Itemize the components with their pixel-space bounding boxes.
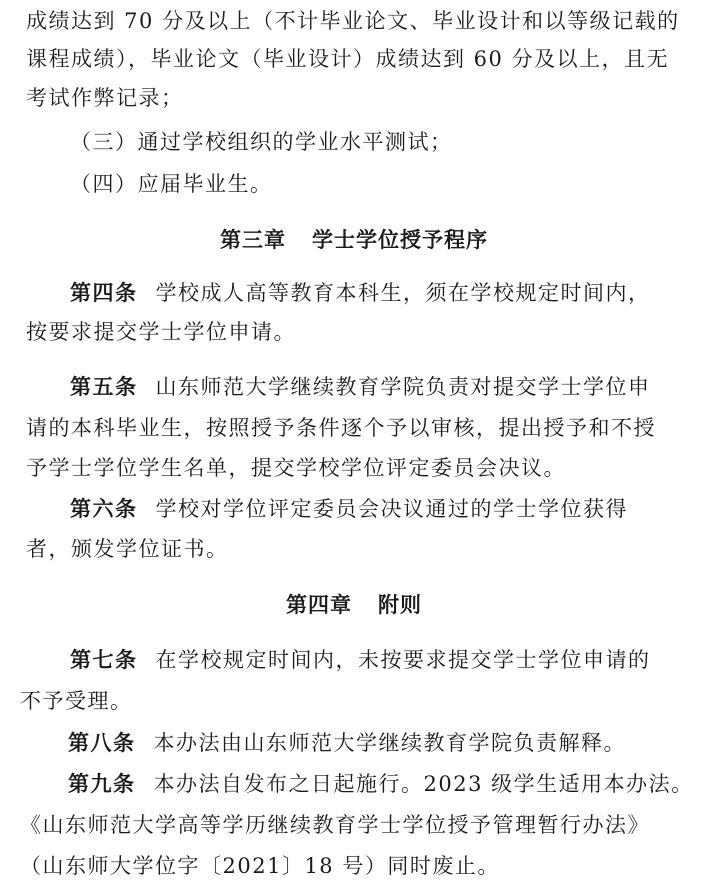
article-7-line-2: 不予受理。: [20, 689, 133, 713]
article-4-text-1: 学校成人高等教育本科生，须在学校规定时间内，: [155, 281, 651, 305]
article-9-text-1: 本办法自发布之日起施行。2023 级学生适用本办法。: [153, 772, 694, 796]
article-9-line-2: 《山东师范大学高等学历继续教育学士学位授予管理暂行办法》: [20, 813, 650, 837]
article-5-text-1: 山东师范大学继续教育学院负责对提交学士学位申: [155, 375, 651, 399]
article-6-text-1: 学校对学位评定委员会决议通过的学士学位获得: [155, 497, 628, 521]
continuation-line-1: 成绩达到 70 分及以上（不计毕业论文、毕业设计和以等级记载的: [26, 9, 680, 33]
article-7-line-1: [70, 645, 708, 675]
chapter-4-title: 附则: [378, 593, 422, 617]
list-item-3: （三）通过学校组织的学业水平测试；: [70, 130, 453, 154]
article-8-text-1: 本办法由山东师范大学继续教育学院负责解释。: [153, 731, 626, 755]
chapter-3-number: 第三章: [220, 228, 286, 252]
article-4-line-1: [70, 278, 708, 308]
chapter-3-title: 学士学位授予程序: [312, 228, 488, 252]
article-9-line-1: [68, 769, 708, 799]
article-4-label: 第四条: [70, 281, 138, 305]
article-5-label: 第五条: [70, 375, 138, 399]
chapter-3-heading: [0, 225, 708, 255]
article-8-label: 第八条: [68, 731, 136, 755]
article-4-line-2: 按要求提交学士学位申请。: [26, 320, 296, 344]
article-9-label: 第九条: [68, 772, 136, 796]
article-8-line-1: [68, 728, 708, 758]
chapter-4-heading: [0, 590, 708, 620]
continuation-line-2: 课程成绩），毕业论文（毕业设计）成绩达到 60 分及以上，且无: [26, 47, 670, 71]
continuation-line-3: 考试作弊记录；: [26, 86, 184, 110]
article-5-line-1: [70, 372, 708, 402]
chapter-4-number: 第四章: [286, 593, 352, 617]
article-5-line-3: 予学士学位学生名单，提交学校学位评定委员会决议。: [26, 456, 566, 480]
article-6-label: 第六条: [70, 497, 138, 521]
article-5-line-2: 请的本科毕业生，按照授予条件逐个予以审核，提出授予和不授: [26, 416, 656, 440]
article-6-line-1: [70, 494, 708, 524]
article-7-text-1: 在学校规定时间内，未按要求提交学士学位申请的: [155, 648, 651, 672]
article-9-line-3: （山东师大学位字〔2021〕18 号）同时废止。: [20, 854, 500, 878]
article-7-label: 第七条: [70, 648, 138, 672]
list-item-4: （四）应届毕业生。: [70, 172, 273, 196]
article-6-line-2: 者，颁发学位证书。: [26, 537, 229, 561]
